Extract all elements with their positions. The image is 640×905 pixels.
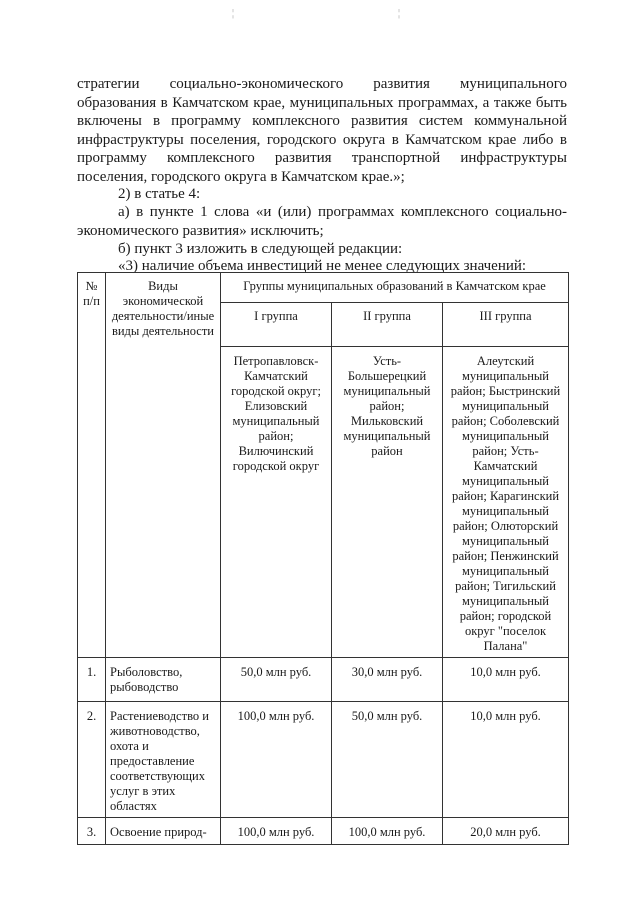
row-group1-value: 100,0 млн руб. [221, 702, 332, 818]
header-num: № п/п [78, 273, 106, 658]
table-row [78, 658, 569, 702]
investment-table [77, 272, 569, 845]
row-num: 2. [78, 702, 106, 818]
header-group3: III группа [443, 303, 569, 347]
row-group1-value: 100,0 млн руб. [221, 818, 332, 845]
paragraph-continuation: стратегии социально-экономического развития муниципального образования в Камчатском крае, муниципальных программах, а также быть включены в программу комплексного развития систем коммунальной инфраструктуры поселения, городского округа в Камчатском крае либо в программу комплексного развития транспортной инфраструктуры поселения, городского округа в Камчатском крае.»; [77, 76, 567, 185]
table-row [78, 818, 569, 845]
row-group3-value: 10,0 млн руб. [443, 702, 569, 818]
group2-list: Усть-Большерецкий муниципальный район; Мильковский муниципальный район [332, 347, 443, 658]
row-num: 3. [78, 818, 106, 845]
header-groups-title: Группы муниципальных образований в Камчатском крае [221, 273, 569, 303]
point-3-line: «3) наличие объема инвестиций не менее следующих значений: [118, 258, 527, 274]
row-group2-value: 50,0 млн руб. [332, 702, 443, 818]
group1-list: Петропавловск-Камчатский городской округ; Елизовский муниципальный район; Вилючинский городской округ [221, 347, 332, 658]
row-group2-value: 100,0 млн руб. [332, 818, 443, 845]
point-b-line: б) пункт 3 изложить в следующей редакции: [118, 241, 403, 257]
header-activity: Виды экономической деятельности/иные виды деятельности [106, 273, 221, 658]
scan-mark: ¦ [232, 8, 235, 19]
row-activity: Рыболовство, рыбоводство [106, 658, 221, 702]
row-group1-value: 50,0 млн руб. [221, 658, 332, 702]
group3-list: Алеутский муниципальный район; Быстринский муниципальный район; Соболевский муниципальный район; Усть-Камчатский муниципальный район; Карагинский муниципальный район; Олюторский муниципальный район; Пенжинский муниципальный район; Тигильский муниципальный район; городской округ "поселок Палана" [443, 347, 569, 658]
article4-line: 2) в статье 4: [118, 186, 201, 202]
table-row [78, 702, 569, 818]
row-num: 1. [78, 658, 106, 702]
row-activity: Освоение природ- [106, 818, 221, 845]
row-group3-value: 10,0 млн руб. [443, 658, 569, 702]
table-header-row [78, 273, 569, 303]
header-group1: I группа [221, 303, 332, 347]
scan-mark: ¦ [398, 8, 401, 19]
row-activity: Растениеводство и животноводство, охота и предоставление соответствующих услуг в этих областях [106, 702, 221, 818]
row-group3-value: 20,0 млн руб. [443, 818, 569, 845]
point-a-line: а) в пункте 1 слова «и (или) программах комплексного социально-экономического развития» исключить; [77, 204, 567, 239]
header-group2: II группа [332, 303, 443, 347]
row-group2-value: 30,0 млн руб. [332, 658, 443, 702]
